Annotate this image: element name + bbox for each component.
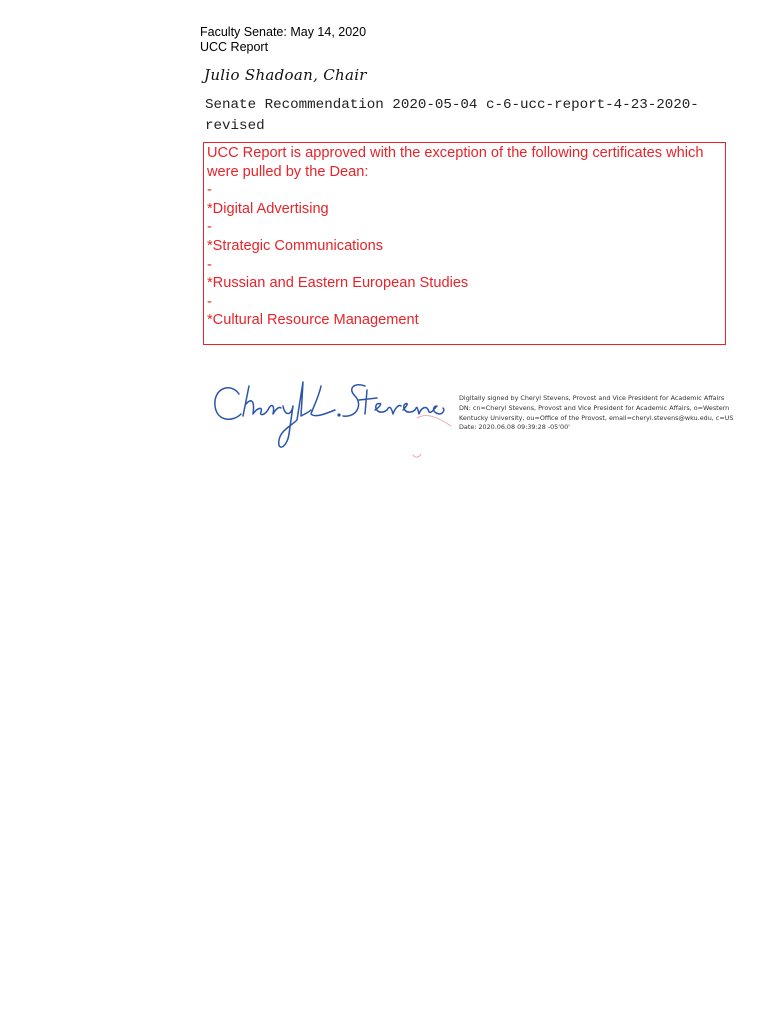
digital-signature-line: DN: cn=Cheryl Stevens, Provost and Vice President for Academic Affairs, o=Western	[459, 403, 730, 412]
certificate-item-cultural-resource-management: *Cultural Resource Management	[207, 312, 419, 329]
certificate-item-strategic-communications: *Strategic Communications	[207, 237, 384, 254]
meeting-line: Faculty Senate: May 14, 2020	[200, 25, 367, 39]
digital-signature-line: Digitally signed by Cheryl Stevens, Provost and Vice President for Academic Affairs	[459, 394, 725, 402]
list-dash: -	[207, 256, 212, 273]
certificate-item-russian-eastern-european-studies: *Russian and Eastern European Studies	[207, 275, 469, 292]
document-header	[200, 25, 366, 55]
list-dash: -	[207, 293, 212, 310]
digital-signature-line: Kentucky University, ou=Office of the Provost, email=cheryl.stevens@wku.edu, c=US	[459, 413, 734, 422]
chair-signature: Julio Shadoan, Chair	[204, 66, 367, 84]
approval-note-box	[203, 142, 726, 345]
digital-signature-details	[459, 394, 734, 433]
digital-signature-line: Date: 2020.06.08 09:39:28 -05'00'	[459, 423, 570, 432]
report-title: UCC Report	[200, 40, 269, 54]
handwritten-signature	[205, 372, 455, 467]
approval-note-intro: UCC Report is approved with the exception of the following certificates which were pulled by the Dean:	[207, 145, 704, 180]
list-dash: -	[207, 182, 212, 199]
certificate-item-digital-advertising: *Digital Advertising	[207, 200, 329, 217]
recommendation-title: Senate Recommendation 2020-05-04 c-6-ucc-report-4-23-2020- revised	[205, 97, 699, 134]
signature-block	[205, 372, 734, 467]
list-dash: -	[207, 219, 212, 236]
